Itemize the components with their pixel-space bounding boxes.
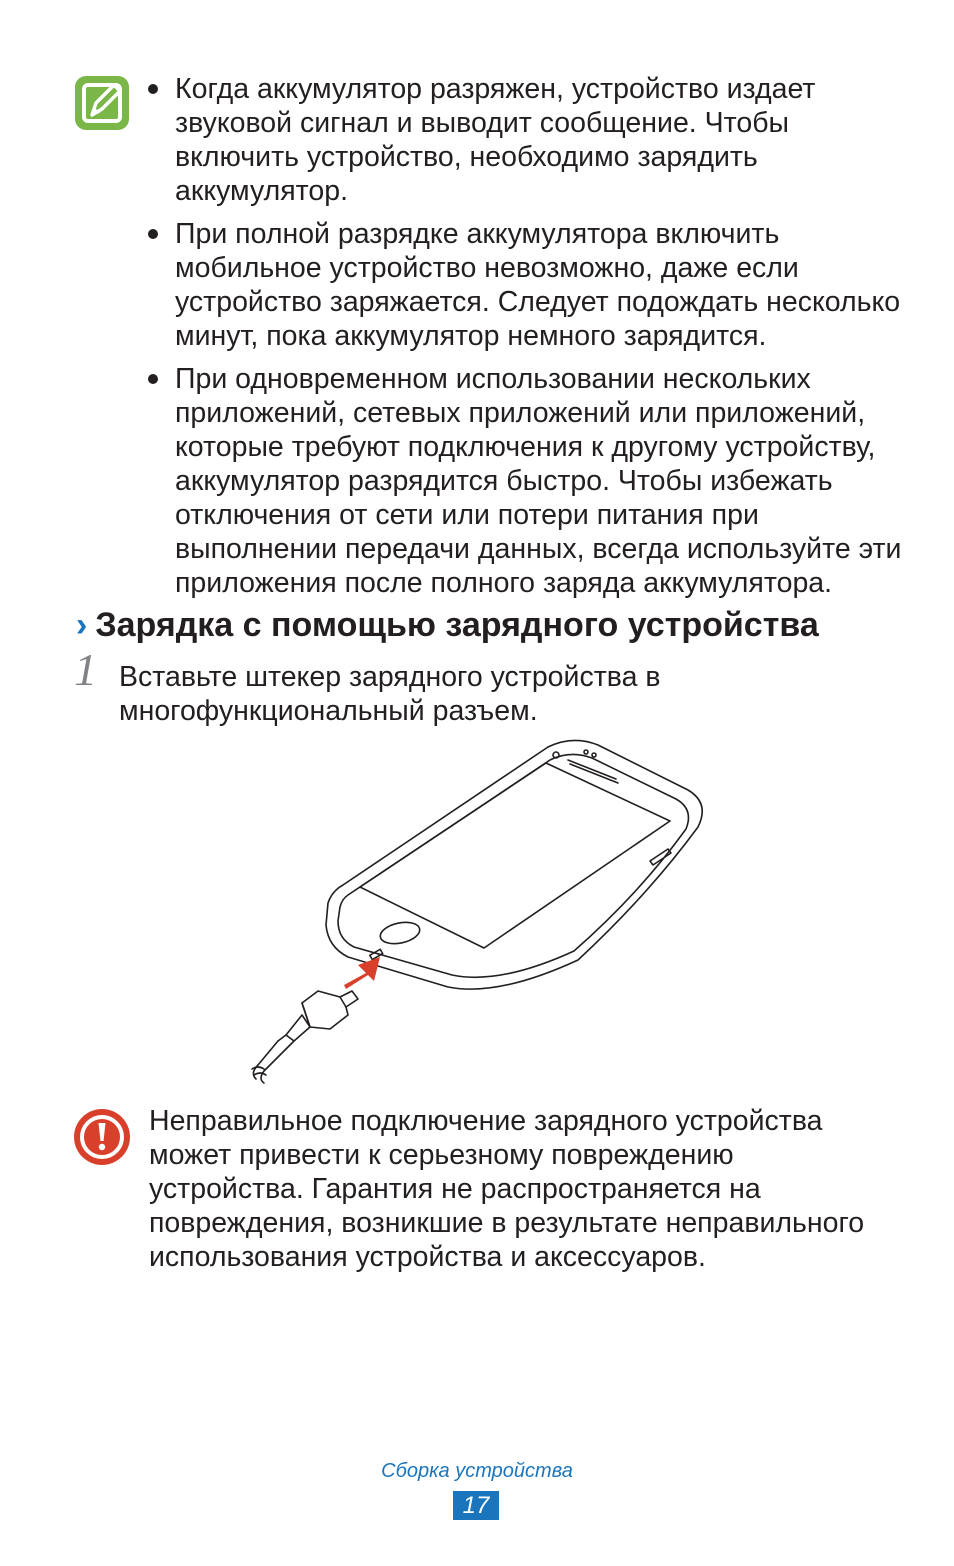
- chevron-right-icon: ›: [76, 606, 88, 644]
- bullet-text: При полной разрядке аккумулятора включить мобильное устройство невозможно, даже если устройство заряжается. Следует подождать несколько минут, пока аккумулятор немного зарядится.: [175, 218, 901, 352]
- note-bullet-list: [145, 72, 905, 609]
- bullet-text: При одновременном использовании нескольких приложений, сетевых приложений или приложений, которые требуют подключения к другому устройству, аккумулятор разрядится быстро. Чтобы избежать отключения от сети или потери питания при выполнении передачи данных, всегда используйте эти приложения после полного заряда аккумулятора.: [175, 363, 902, 599]
- usb-port: [370, 949, 383, 959]
- warning-text: Неправильное подключение зарядного устройства может привести к серьезному повреждению устройства. Гарантия не распространяется на повреждения, возникшие в результате неправильного использования устройства и аксессуаров.: [149, 1105, 865, 1273]
- list-item: [145, 217, 905, 353]
- section-heading: [76, 603, 819, 647]
- step-text: Вставьте штекер зарядного устройства в многофункциональный разъем.: [119, 661, 661, 727]
- section-title: Зарядка с помощью зарядного устройства: [95, 606, 819, 644]
- list-item: [145, 72, 905, 208]
- step-number: 1: [74, 644, 97, 695]
- page-number: 17: [453, 1491, 499, 1520]
- phone-charger-illustration: [248, 735, 718, 1085]
- bullet-text: Когда аккумулятор разряжен, устройство издает звуковой сигнал и выводит сообщение. Чтобы включить устройство, необходимо зарядить аккумулятор.: [175, 73, 816, 207]
- bullet-dot: [148, 84, 158, 94]
- charger-plug: [252, 991, 358, 1083]
- bullet-dot: [148, 229, 158, 239]
- bullet-dot: [148, 374, 158, 384]
- phone-screen: [360, 763, 670, 948]
- warning-exclamation-icon: [72, 1107, 132, 1167]
- home-button: [378, 919, 421, 947]
- list-item: [145, 362, 905, 600]
- footer-section-label: Сборка устройства: [381, 1460, 573, 1482]
- note-pencil-icon: [72, 73, 132, 133]
